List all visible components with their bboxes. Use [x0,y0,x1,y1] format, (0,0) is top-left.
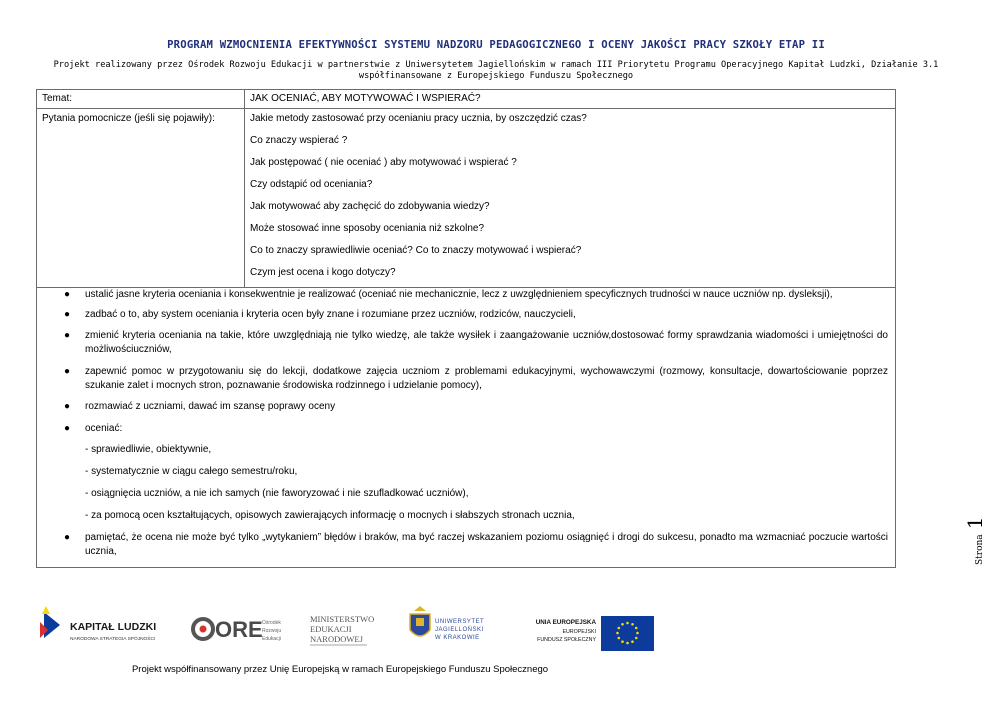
ore-line-1: Ośrodek [262,620,281,626]
page-number [963,517,987,566]
sub-list-item: - osiągnięcia uczniów, a nie ich samych (nie faworyzować i nie szufladkować uczniów), [85,488,469,499]
uj-crest-emblem [416,618,424,626]
bullet-icon: ● [64,330,71,341]
question-item: Może stosować inne sposoby oceniania niż szkolne? [250,223,485,234]
bullet-icon: ● [64,401,71,412]
questions-row [37,108,895,288]
men-line-3: NARODOWEJ [310,634,363,644]
list-item: zapewnić pomoc w przygotowaniu się do lekcji, dodatkowe zajęcia uczniom z problemami edukacyjnymi, wychowawczymi (rozmowy, konsultacje, dowartościowanie poprzez szukanie zalet i mocnych stron, poznawanie środowiska rodzinnego i udzielanie pomocy), [85,366,888,391]
column-divider [244,90,245,287]
ore-line-2: Rozwoju [262,628,282,634]
kapital-arrow-blue [44,612,60,638]
ore-logo [193,617,281,642]
bullet-icon: ● [64,289,71,300]
topic-value: JAK OCENIAĆ, ABY MOTYWOWAĆ I WSPIERAĆ? [250,93,481,104]
list-item: zadbać o to, aby system oceniania i kryteria ocen były znane i rozumiane przez uczniów, rodziców, nauczycieli, [85,309,576,320]
content-table [36,89,896,568]
question-item: Co znaczy wspierać ? [250,135,348,146]
list-item: zmienić kryteria oceniania na takie, które uwzględniają nie tylko wiedzę, ale także wysiłek i zaangażowanie uczniów,dostosować formy sprawdzania wiadomości i umiejętności do możliwościuczniów, [85,330,888,355]
page-word: Strona [975,534,985,565]
question-item: Jakie metody zastosować przy ocenianiu pracy ucznia, by oszczędzić czas? [250,113,587,124]
eu-line-1: UNIA EUROPEJSKA [535,619,596,626]
kapital-subtitle: NARODOWA STRATEGIA SPÓJNOŚCI [70,637,156,642]
list-item: ustalić jasne kryteria oceniania i konsekwentnie je realizować (oceniać nie mechanicznie, lecz z uwzględnieniem specyficznych trudności w nauce uczniów np. dysleksji), [85,289,833,300]
bullet-icon: ● [64,423,71,434]
footer-text: Projekt współfinansowany przez Unię Europejską w ramach Europejskiego Funduszu Społecznego [131,664,549,675]
document-title: PROGRAM WZMOCNIENIA EFEKTYWNOŚCI SYSTEMU NADZORU PEDAGOGICZNEGO I OCENY JAKOŚCI PRACY SZKOŁY ETAP II [167,39,825,51]
question-item: Co to znaczy sprawiedliwie oceniać? Co to znaczy motywować i wspierać? [250,245,582,256]
list-item: rozmawiać z uczniami, dawać im szansę poprawy oceny [85,401,336,412]
bullet-icon: ● [64,532,71,543]
page-number-value: 1 [963,516,987,530]
uj-crown-icon [414,606,426,611]
partner-logos [0,600,992,660]
men-logo [310,614,374,645]
subtitle-line-2: współfinansowane z Europejskiego Funduszu Społecznego [358,71,634,81]
questions-label: Pytania pomocnicze (jeśli się pojawiły): [42,113,215,124]
kapital-title: KAPITAŁ LUDZKI [70,621,157,633]
document-subtitle [0,60,992,82]
ore-line-3: Edukacji [262,636,281,642]
topic-label: Temat: [42,93,73,104]
eu-flag-icon [601,616,654,651]
question-item: Jak postępować ( nie oceniać ) aby motywować i wspierać ? [250,157,517,168]
question-item: Czy odstąpić od oceniania? [250,179,373,190]
sub-list-item: - systematycznie w ciągu całego semestru/roku, [85,466,298,477]
bullet-icon: ● [64,309,71,320]
eu-logo [536,616,654,651]
logos-strip [0,600,992,660]
question-item: Jak motywować aby zachęcić do zdobywania wiedzy? [250,201,490,212]
sub-list-item: - za pomocą ocen kształtujących, opisowych zawierających informację o mocnych i słabszych stronach ucznia, [85,510,575,521]
ore-text: ORE [215,617,263,642]
uj-line-2: JAGIELLOŃSKI [435,627,484,633]
uj-line-3: W KRAKOWIE [435,635,480,641]
eu-line-3: FUNDUSZ SPOŁECZNY [537,637,596,643]
ore-dot-icon [200,626,207,633]
men-line-2: EDUKACJI [310,624,352,634]
uj-logo [410,606,484,641]
sub-list-item: - sprawiedliwie, obiektywnie, [85,444,212,455]
uj-line-1: UNIWERSYTET [435,619,485,625]
list-item: oceniać: [85,423,123,434]
eu-line-2: EUROPEJSKI [562,629,596,635]
list-item: pamiętać, że ocena nie może być tylko „wytykaniem” błędów i braków, ma być raczej wskazaniem poziomu osiągnięć i drogi do sukcesu, ponadto ma wzmacniać poczucie wartości ucznia, [85,532,888,557]
topic-row [37,90,895,109]
kapital-ludzki-logo [40,606,156,642]
men-line-1: MINISTERSTWO [310,614,375,624]
bullet-icon: ● [64,366,71,377]
question-item: Czym jest ocena i kogo dotyczy? [250,267,396,278]
subtitle-line-1: Projekt realizowany przez Ośrodek Rozwoju Edukacji w partnerstwie z Uniwersytetem Jagiellońskim w ramach III Priorytetu Programu Operacyjnego Kapitał Ludzki, Działanie 3.1 [53,60,939,70]
kapital-star-icon [42,606,50,614]
